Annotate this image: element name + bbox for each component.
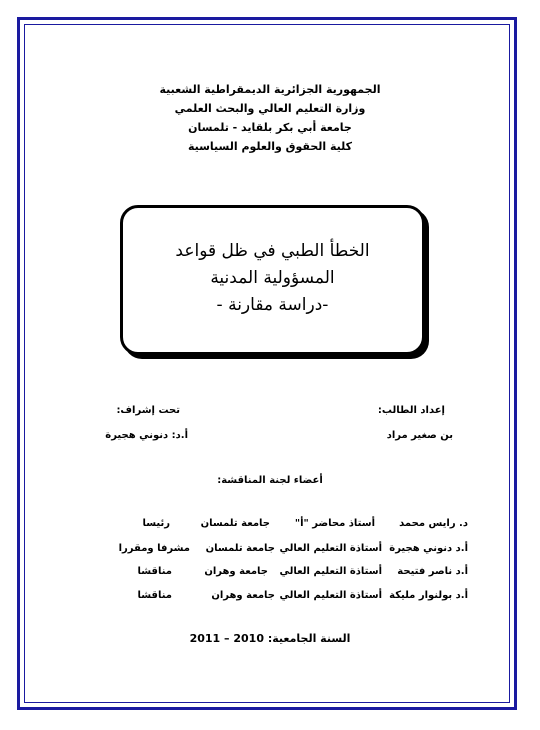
title-line-1: الخطأ الطبي في ظل قواعد xyxy=(175,241,370,261)
member-university: جامعة وهران xyxy=(211,590,275,601)
institution-header xyxy=(0,80,540,156)
header-ministry: وزارة التعليم العالي والبحث العلمي xyxy=(174,102,366,115)
member-university: جامعة تلمسان xyxy=(200,518,270,529)
member-role: مناقشا xyxy=(137,590,172,601)
student-label: إعداد الطالب: xyxy=(377,405,445,416)
header-republic: الجمهورية الجزائرية الديمقراطية الشعبية xyxy=(159,83,381,96)
committee-row xyxy=(0,566,540,582)
member-role: رئيسا xyxy=(142,518,170,529)
supervisor-label: تحت إشراف: xyxy=(116,405,180,416)
committee-row xyxy=(0,543,540,559)
member-name: أ.د بولنوار مليكة xyxy=(389,590,468,601)
member-rank: أستاذة التعليم العالي xyxy=(279,543,382,554)
member-rank: أستاذة التعليم العالي xyxy=(279,566,382,577)
committee-row xyxy=(0,518,540,534)
member-role: مناقشا xyxy=(137,566,172,577)
student-name: بن صغير مراد xyxy=(386,430,453,441)
member-role: مشرفا ومقررا xyxy=(118,543,190,554)
member-university: جامعة وهران xyxy=(204,566,268,577)
member-rank: أستاذ محاضر "أ" xyxy=(294,518,375,529)
member-name: أ.د ناصر فتيحة xyxy=(397,566,468,577)
thesis-title-box xyxy=(120,205,425,355)
member-name: د. رايس محمد xyxy=(399,518,468,529)
title-line-3: -دراسة مقارنة - xyxy=(216,295,329,315)
academic-year: السنة الجامعية: 2010 – 2011 xyxy=(189,632,351,645)
header-university: جامعة أبي بكر بلقايد - تلمسان xyxy=(188,121,352,134)
supervisor-name: أ.د: دنوني هجيرة xyxy=(105,430,188,441)
member-name: أ.د دنوني هجيرة xyxy=(389,543,468,554)
title-line-2: المسؤولية المدنية xyxy=(210,268,335,288)
committee-row xyxy=(0,590,540,606)
committee-title: أعضاء لجنة المناقشة: xyxy=(217,475,323,486)
member-university: جامعة تلمسان xyxy=(205,543,275,554)
member-rank: أستاذة التعليم العالي xyxy=(279,590,382,601)
header-faculty: كلية الحقوق والعلوم السياسية xyxy=(187,140,353,153)
